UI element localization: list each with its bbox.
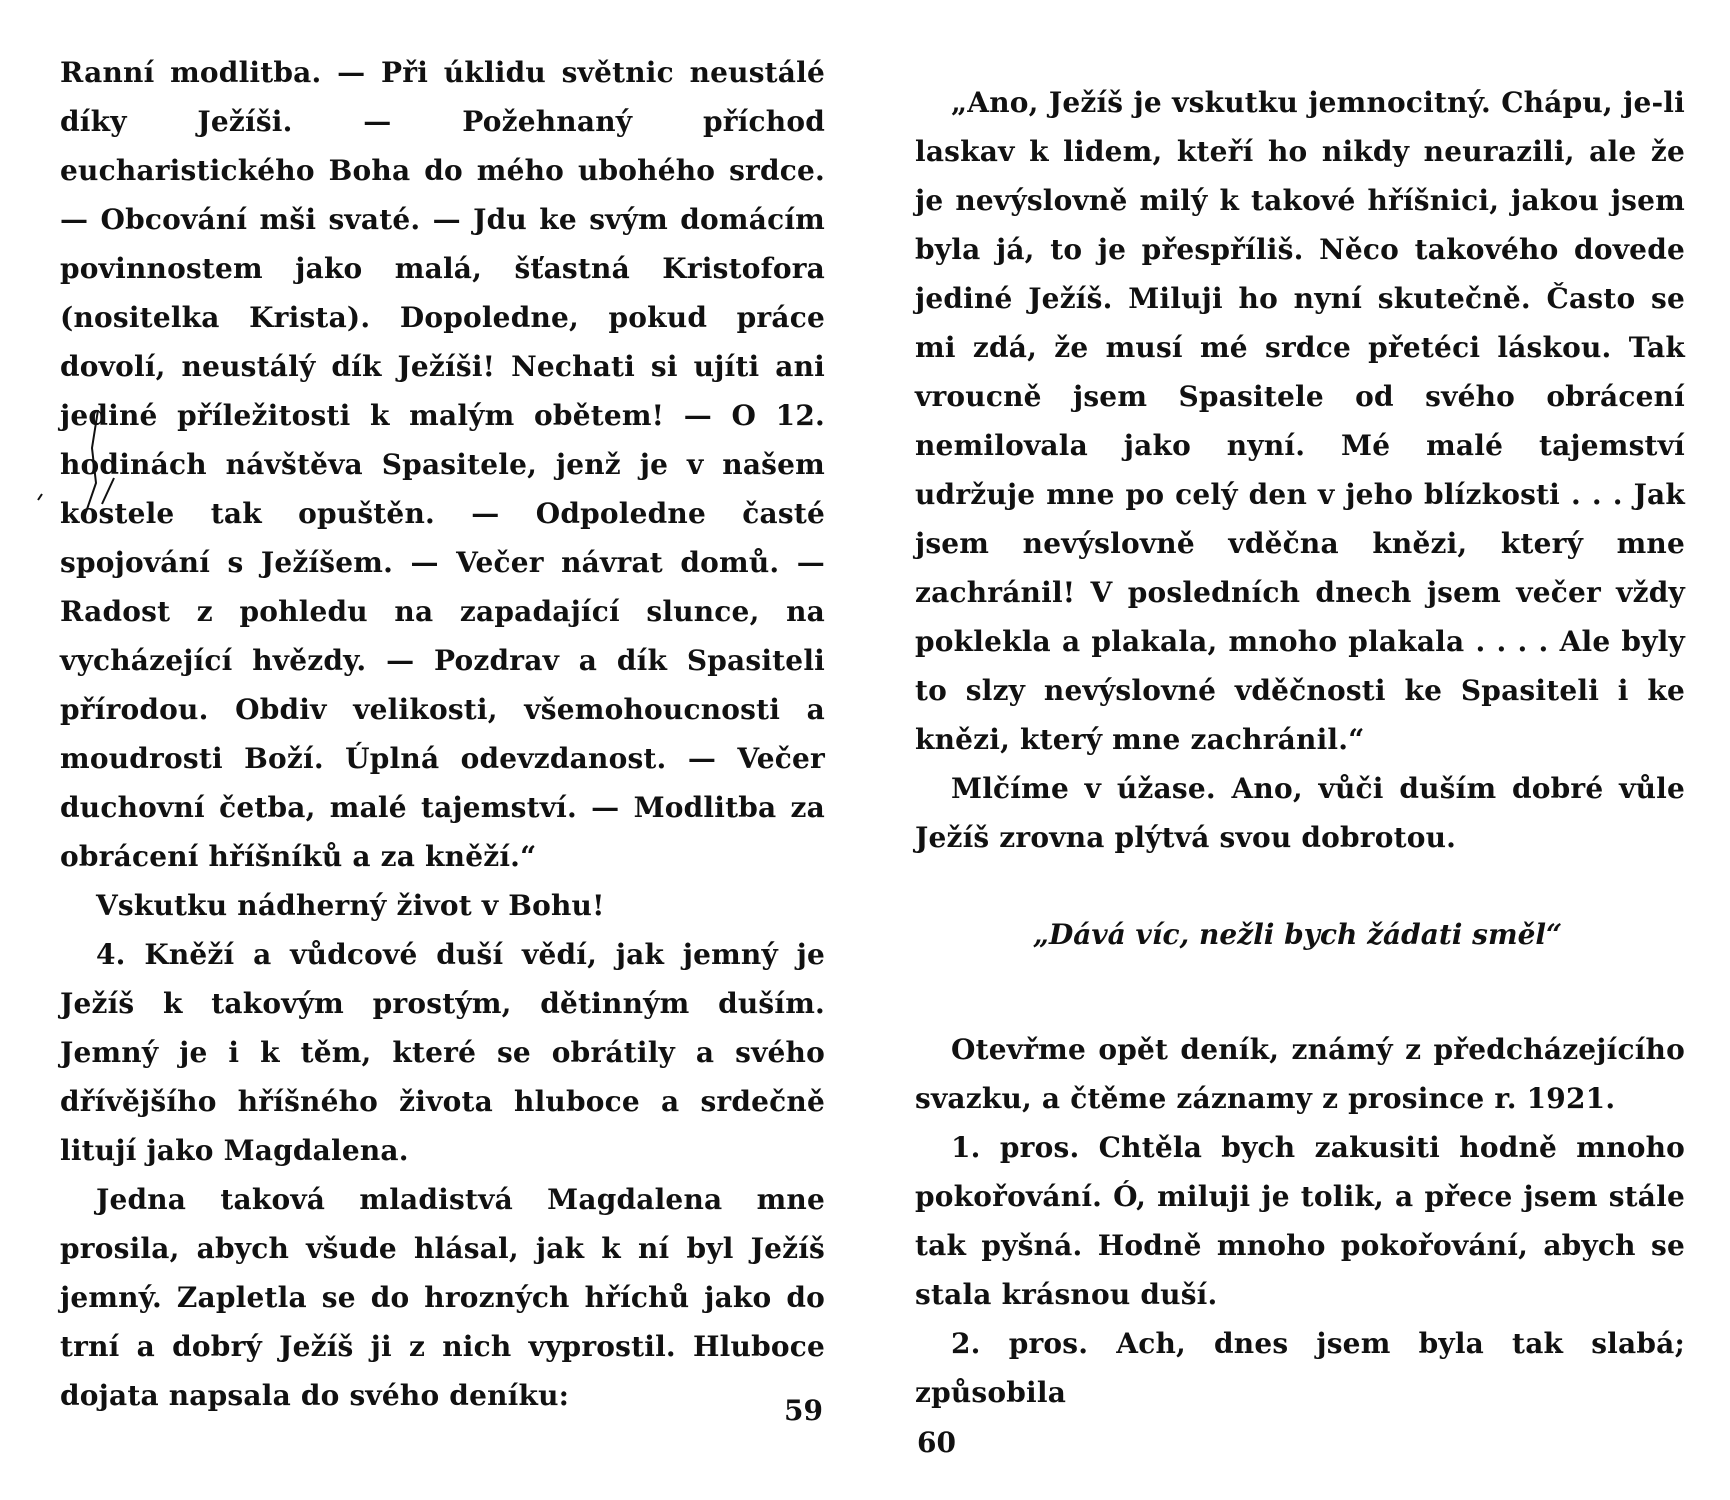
right-text-block-top [915,78,1685,862]
left-paragraph-2: Vskutku nádherný život v Bohu! [96,889,605,922]
left-text-block [60,48,825,1420]
left-paragraph-4: Jedna taková mladistvá Magdalena mne prosila, abych všude hlásal, jak k ní byl Ježíš jemný. Zapletla se do hrozných hříchů jako do trní a dobrý Ježíš ji z nich vyprostil. Hluboce dojata napsala do svého deníku: [60,1183,825,1412]
page-number-right: 60 [917,1426,956,1459]
right-paragraph-2: Mlčíme v úžase. Ano, vůči duším dobré vůle Ježíš zrovna plýtvá svou dobrotou. [915,772,1685,854]
right-paragraph-1: „Ano, Ježíš je vskutku jemnocitný. Chápu, je-li laskav k lidem, kteří ho nikdy neurazili, ale že je nevýslovně milý k takové hříšnici, jakou jsem byla já, to je přespříliš. Něco takového dovede jediné Ježíš. Miluji ho nyní skutečně. Často se mi zdá, že musí mé srdce přetéci láskou. Tak vroucně jsem Spasitele od svého obrácení nemilovala jako nyní. Mé malé tajemství udržuje mne po celý den v jeho blízkosti . . . Jak jsem nevýslovně vděčna knězi, který mne zachránil! V posledních dnech jsem večer vždy poklekla a plakala, mnoho plakala . . . . Ale byly to slzy nevýslovné vděčnosti ke Spasiteli i ke knězi, který mne zachránil.“ [915,86,1685,756]
right-paragraph-3: Otevřme opět deník, známý z předcházejícího svazku, a čtěme záznamy z prosince r. 1921. [915,1033,1685,1115]
section-heading: „Dává víc, nežli bych žádati směl“ [1032,918,1563,951]
pen-mark-icon [36,408,136,538]
right-paragraph-5: 2. pros. Ach, dnes jsem byla tak slabá; způsobila [915,1327,1685,1409]
right-text-block-bottom [915,1025,1685,1417]
right-page [865,0,1730,1500]
left-paragraph-3: 4. Kněží a vůdcové duší vědí, jak jemný je Ježíš k takovým prostým, dětinným duším. Jemný je i k těm, které se obrátily a svého dřívějšího hříšného života hluboce a srdečně litují jako Magdalena. [60,938,825,1167]
page-number-left: 59 [784,1394,823,1427]
left-paragraph-1: Ranní modlitba. — Při úklidu světnic neustálé díky Ježíši. — Požehnaný příchod eucharistického Boha do mého ubohého srdce. — Obcování mši svaté. — Jdu ke svým domácím povinnostem jako malá, šťastná Kristofora (nositelka Krista). Dopoledne, pokud práce dovolí, neustálý dík Ježíši! Nechati si ujíti ani jediné příležitosti k malým obětem! — O 12. hodinách návštěva Spasitele, jenž je v našem kostele tak opuštěn. — Odpoledne časté spojování s Ježíšem. — Večer návrat domů. — Radost z pohledu na zapadající slunce, na vycházející hvězdy. — Pozdrav a dík Spasiteli přírodou. Obdiv velikosti, všemohoucnosti a moudrosti Boží. Úplná odevzdanost. — Večer duchovní četba, malé tajemství. — Modlitba za obrácení hříšníků a za kněží.“ [60,56,825,873]
right-paragraph-4: 1. pros. Chtěla bych zakusiti hodně mnoho pokořování. Ó, miluji je tolik, a přece jsem stále tak pyšná. Hodně mnoho pokořování, abych se stala krásnou duší. [915,1131,1685,1311]
